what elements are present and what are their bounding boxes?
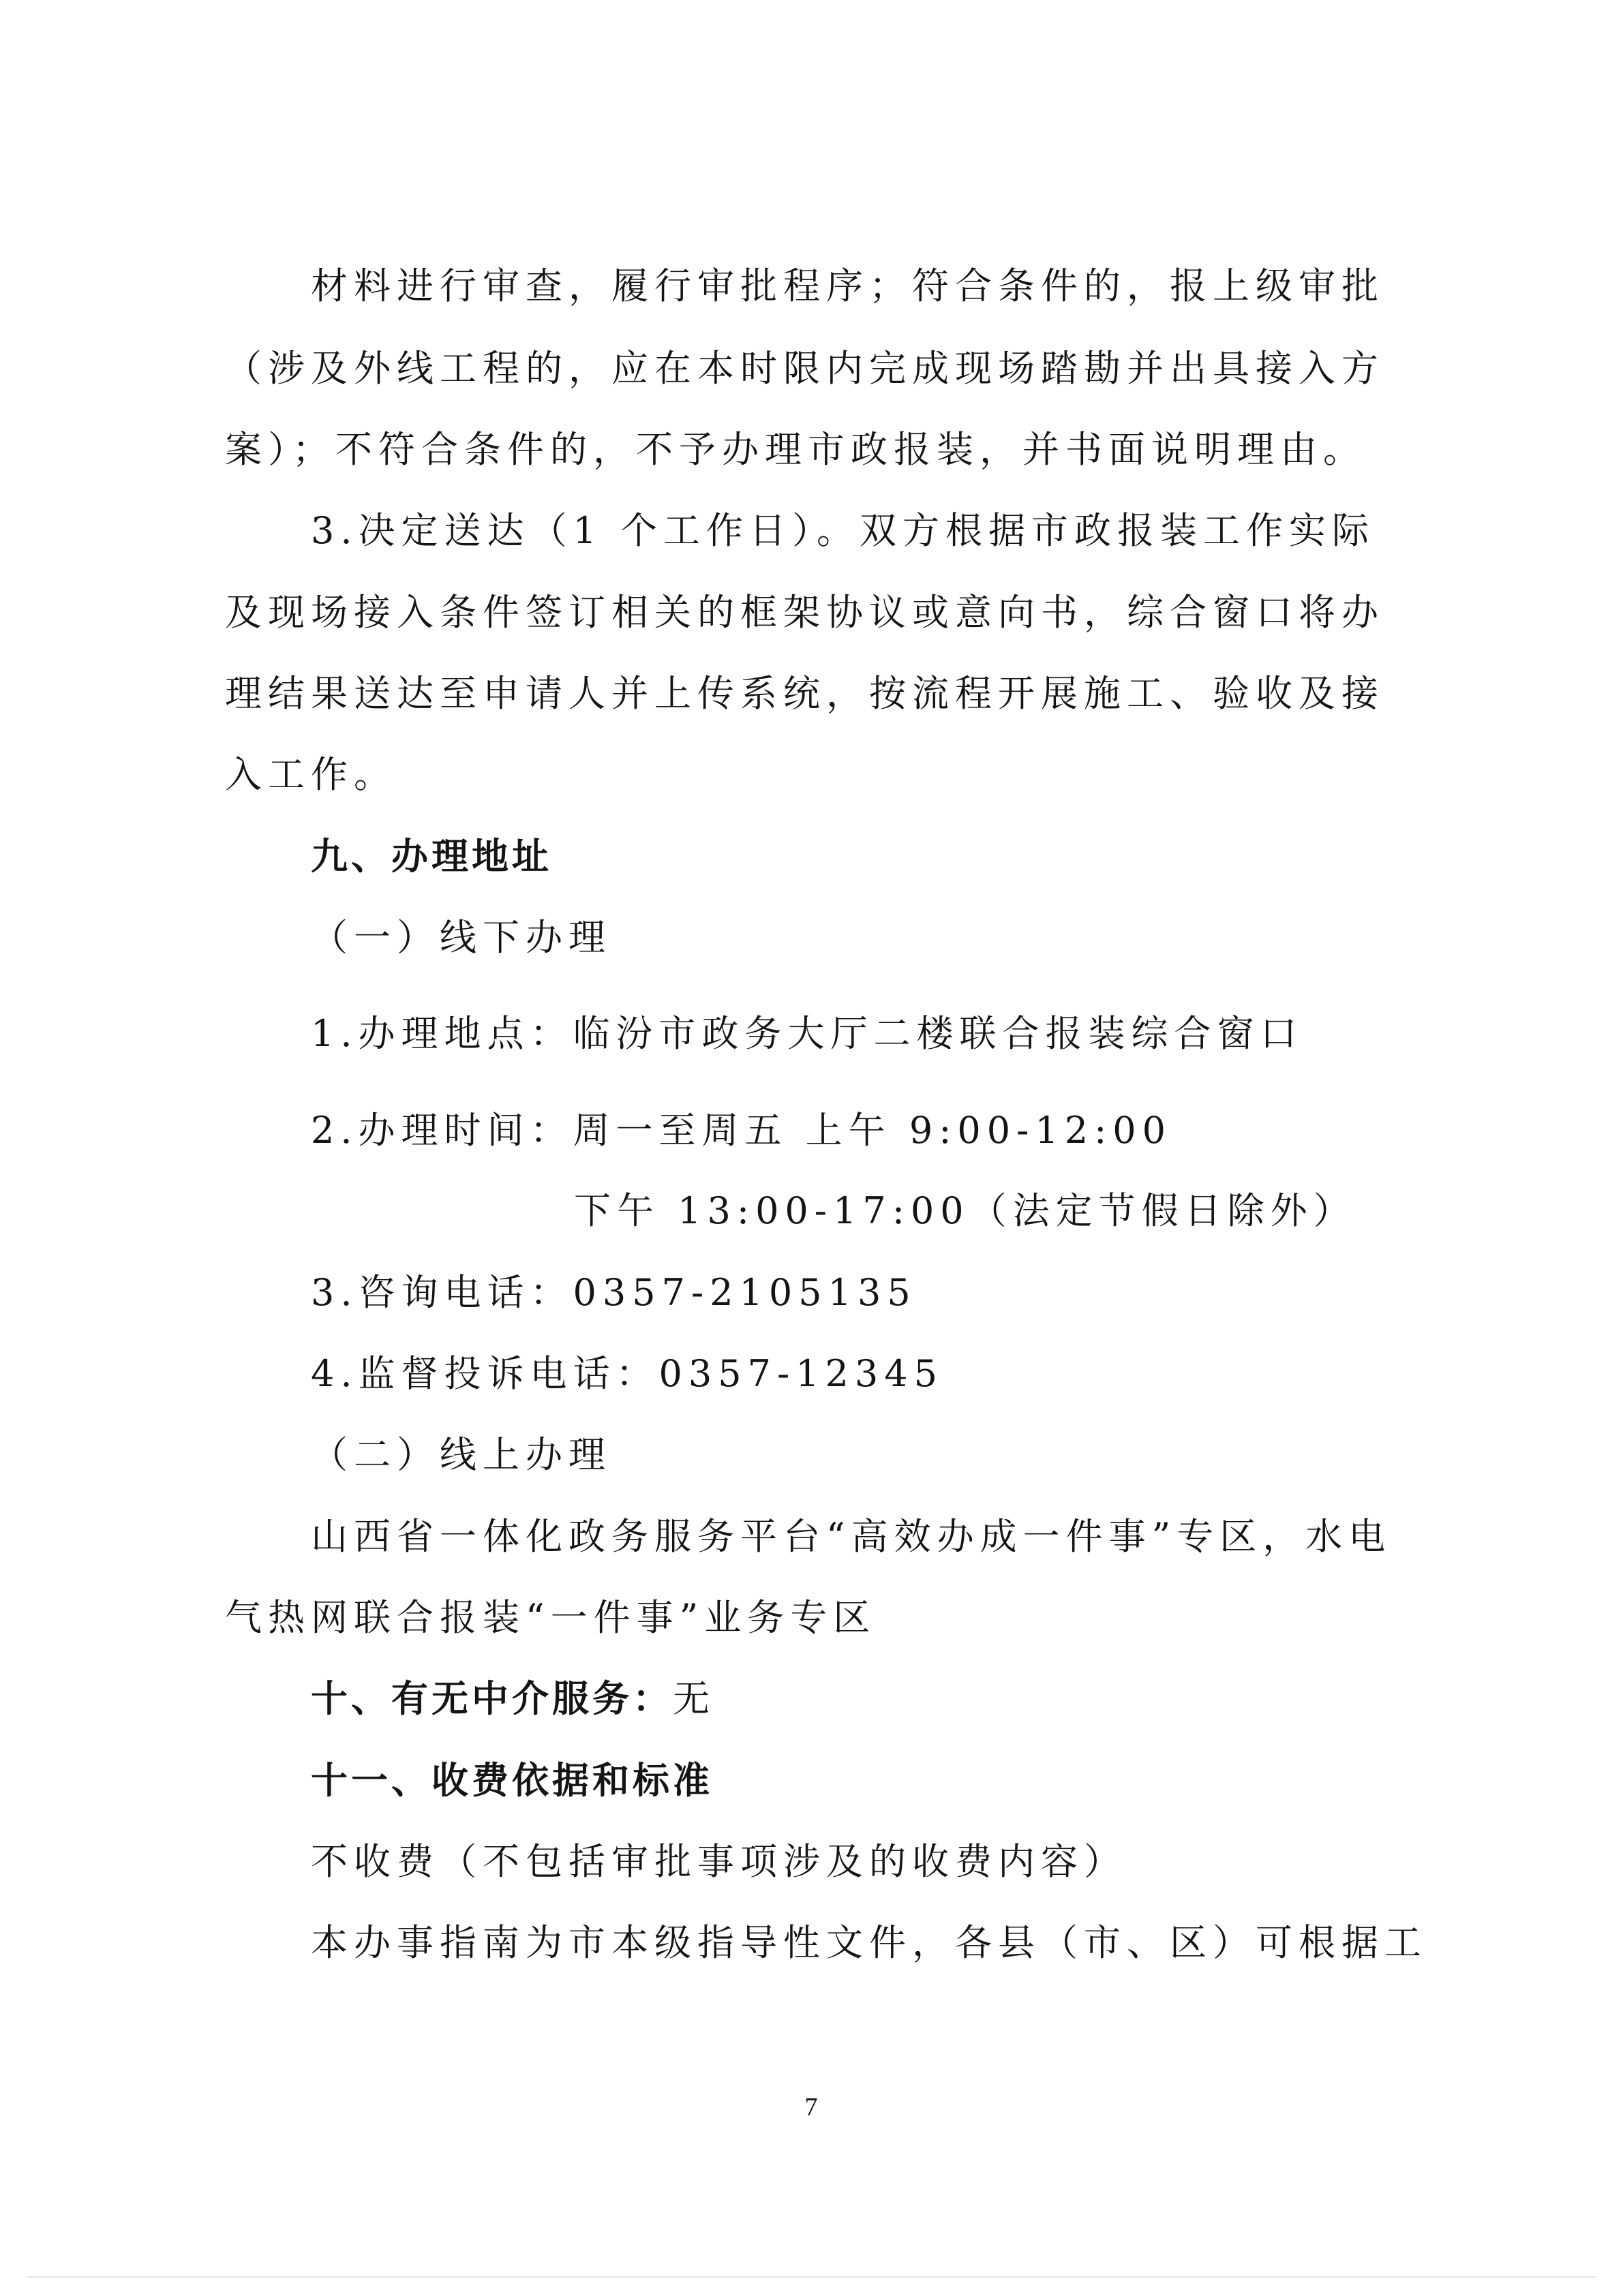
- subsection-heading: （二）线上办理: [311, 1433, 611, 1476]
- consult-phone: 3.咨询电话：0357-2105135: [311, 1271, 917, 1314]
- subsection-heading: （一）线下办理: [311, 916, 611, 959]
- paragraph-line: 案）；不符合条件的，不予办理市政报装，并书面说明理由。: [225, 428, 1366, 471]
- section-heading: 九、办理地址: [311, 835, 552, 878]
- paragraph-line: （涉及外线工程的，应在本时限内完成现场踏勘并出具接入方: [225, 347, 1384, 390]
- intermediary-service-line: [311, 1675, 716, 1723]
- fee-text: 不收费（不包括审批事项涉及的收费内容）: [311, 1840, 1127, 1883]
- scan-edge-divider: [27, 2276, 1596, 2278]
- office-location: 1.办理地点：临汾市政务大厅二楼联合报装综合窗口: [311, 1012, 1303, 1055]
- section-heading: 十、有无中介服务：: [311, 1677, 673, 1720]
- office-hours: 2.办理时间：周一至周五 上午 9:00-12:00: [311, 1109, 1172, 1152]
- online-platform-text: 山西省一体化政务服务平台“高效办成一件事”专区，水电: [311, 1515, 1392, 1558]
- paragraph-line: 及现场接入条件签订相关的框架协议或意向书，综合窗口将办: [225, 591, 1384, 634]
- section-heading: 十一、收费依据和标准: [311, 1759, 713, 1802]
- intermediary-service-value: 无: [673, 1677, 716, 1720]
- paragraph-line: 入工作。: [225, 753, 397, 796]
- paragraph-line: 材料进行审查，履行审批程序；符合条件的，报上级审批: [311, 264, 1384, 307]
- paragraph-line: 理结果送达至申请人并上传系统，按流程开展施工、验收及接: [225, 672, 1384, 715]
- paragraph-line: 3.决定送达（1 个工作日）。双方根据市政报装工作实际: [311, 509, 1376, 552]
- guide-note: 本办事指南为市本级指导性文件，各县（市、区）可根据工: [311, 1921, 1427, 1964]
- page-number: 7: [804, 2093, 818, 2122]
- office-hours-afternoon: 下午 13:00-17:00（法定节假日除外）: [574, 1189, 1356, 1232]
- complaint-phone: 4.监督投诉电话：0357-12345: [311, 1352, 943, 1395]
- online-platform-text: 气热网联合报装“一件事”业务专区: [225, 1596, 877, 1639]
